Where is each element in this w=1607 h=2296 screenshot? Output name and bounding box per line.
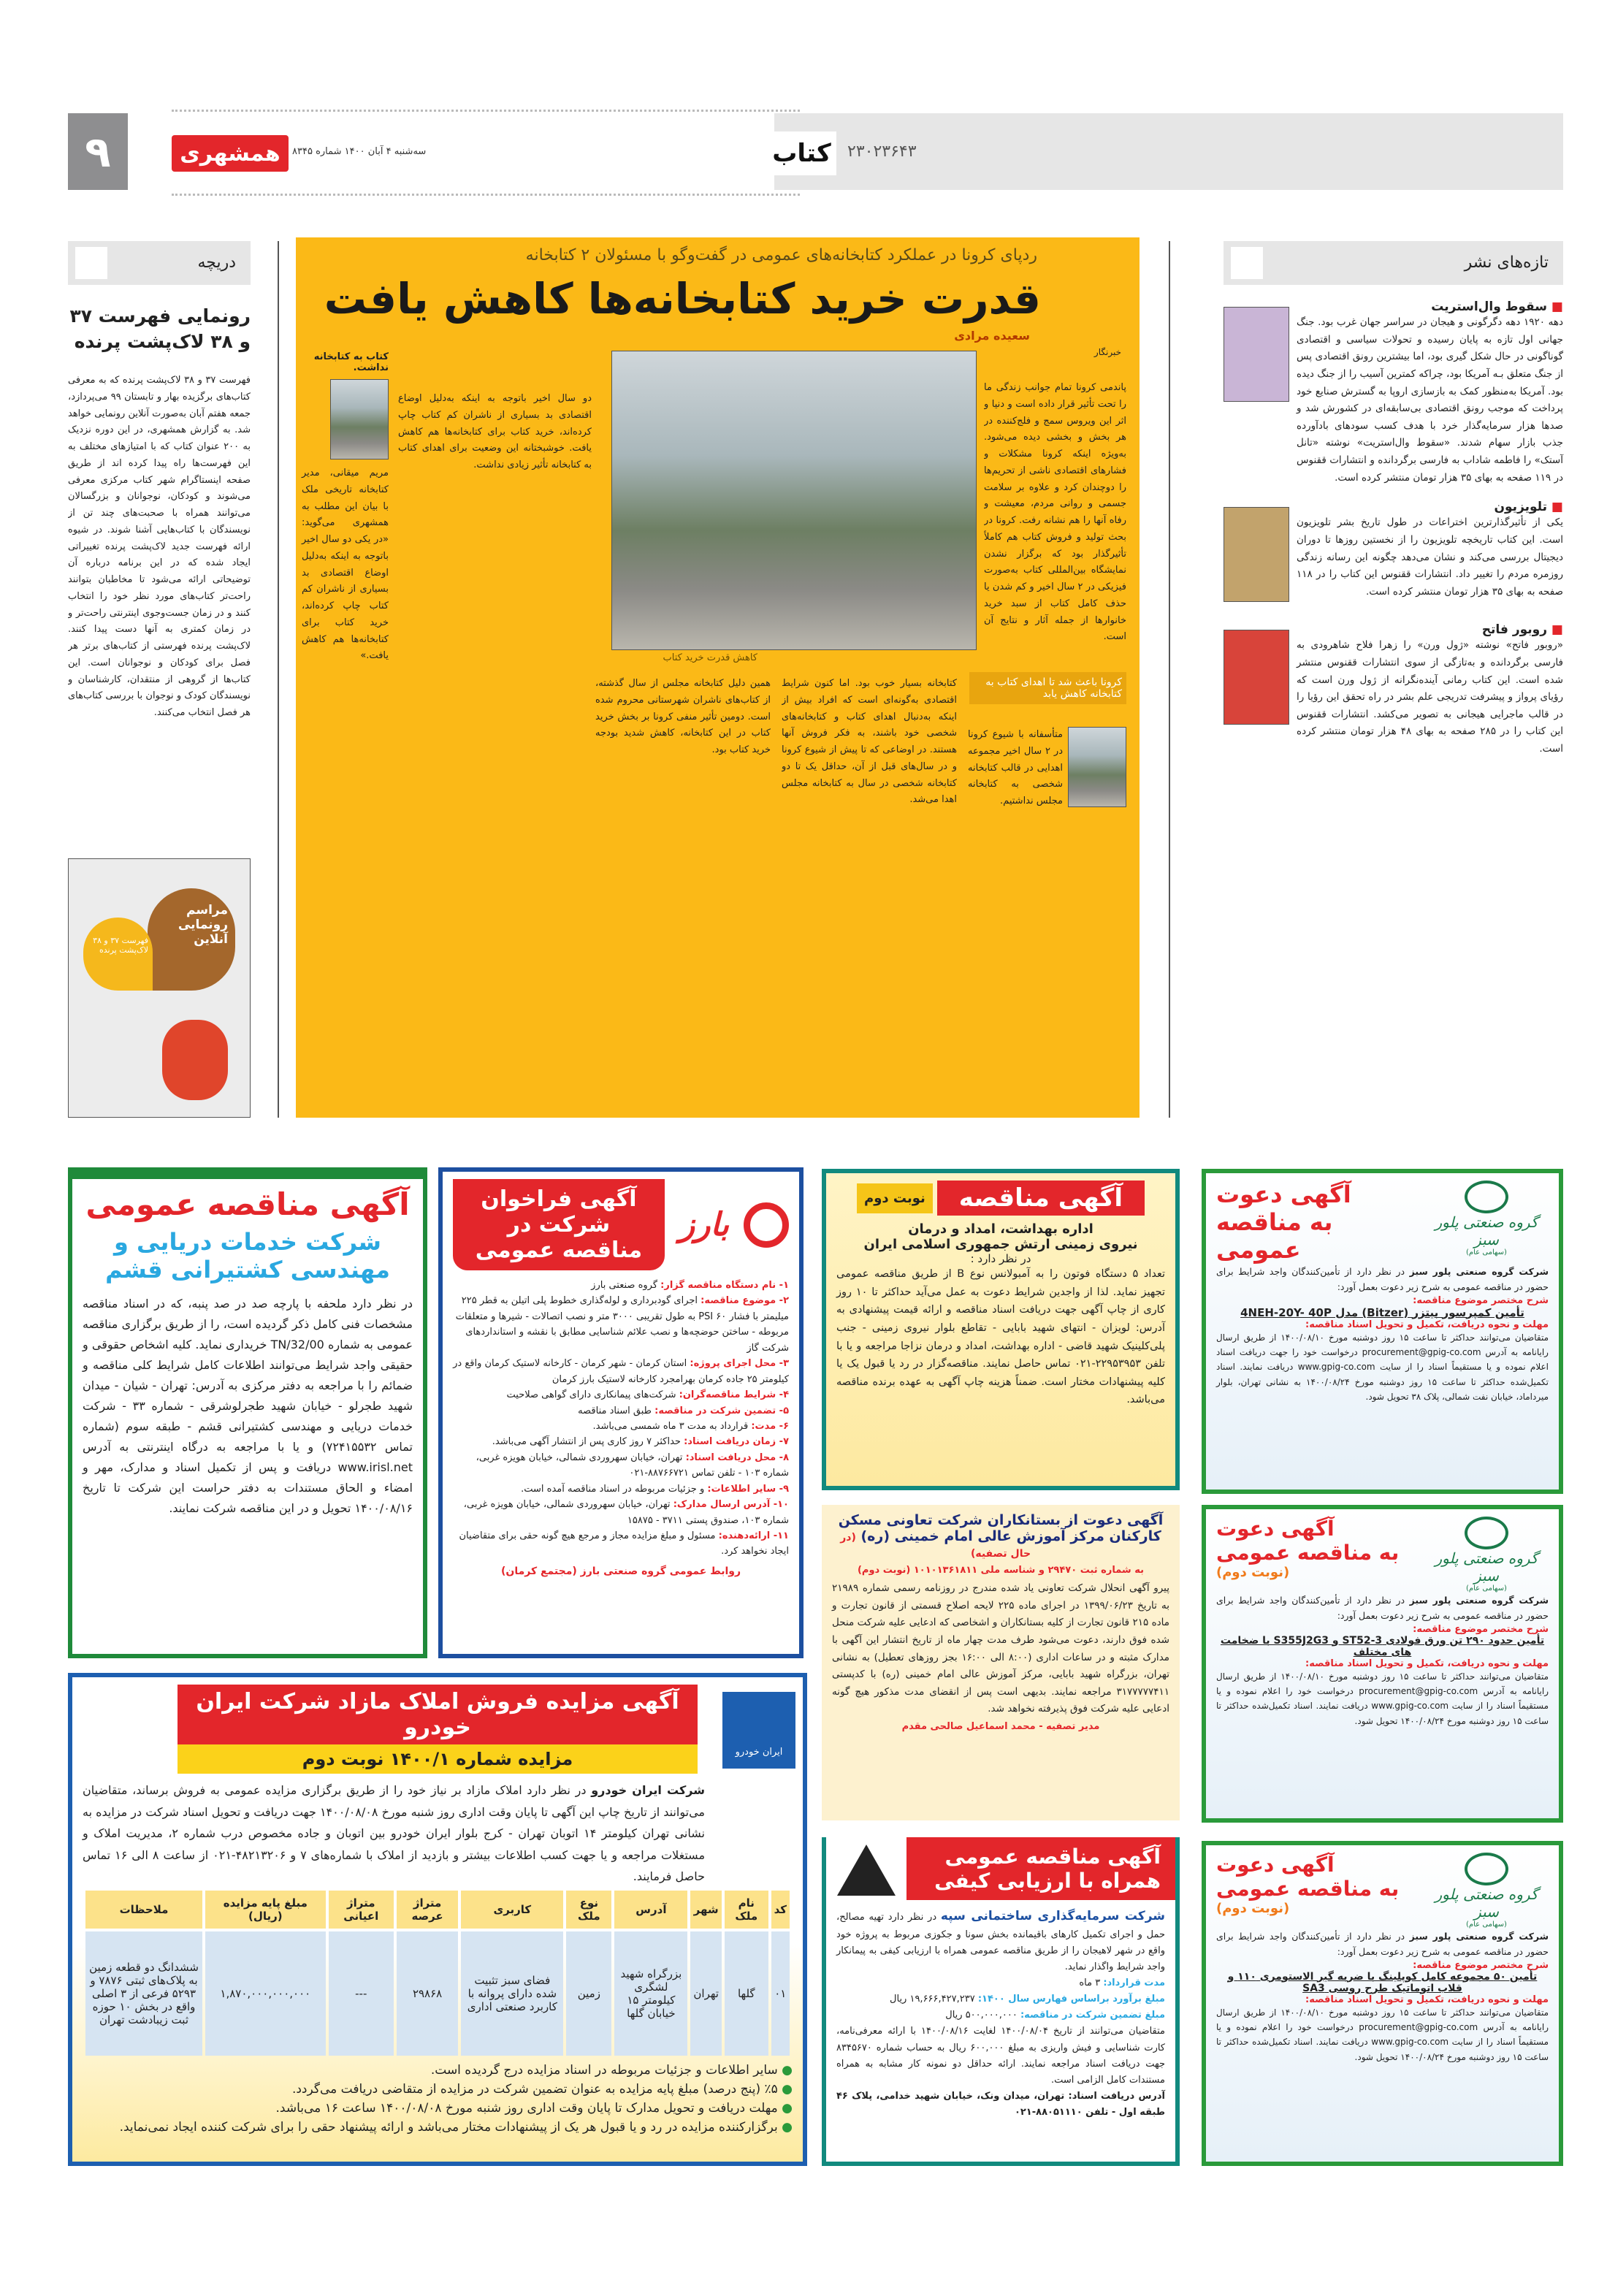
ad-item (453, 1403, 789, 1419)
feature-article (296, 237, 1140, 1118)
item-label: ۵- تضمین شرکت در مناقصه: (654, 1405, 789, 1416)
item-value: حداکثر ۷ روز کاری پس از انتشار آگهی می‌باشد. (492, 1436, 681, 1448)
ad-subtitle: مزایده شماره ۱۴۰۰/۱ نوبت دوم (178, 1744, 698, 1774)
col-header: شهر (690, 1891, 722, 1929)
guarantee-value: ۵۰۰,۰۰۰,۰۰۰ ریال (945, 2010, 1018, 2021)
ad-item (453, 1450, 789, 1481)
polor-logo-icon (1465, 1181, 1508, 1213)
ad-army (822, 1169, 1180, 1490)
duration-row (836, 1975, 1165, 1991)
cell: ۲۹۸۶۸ (397, 1931, 458, 2056)
ad-body: در نظر دارد ملحفه با پارچه صد در صد پنبه، که در اسناد مناقصه مشخصات فنی کامل ذکر گردیده است، را از طریق برگزاری مناقصه عمومی به شماره 00/TN/32 خریداری نماید. کلیه اشخاص حقوقی و حقیقی واجد شرایط می‌توانند اطلاعات کامل شرایط کلی مناقصه و ضمائم را با مراجعه به دفتر مرکزی به آدرس: تهران - شیان - میدان شهید طجرلو - خیابان شهید طجرلوشرقی - شماره ۳۳ - شرکت خدمات دریایی و مهندسی کشتیرانی قشم - طبقه سوم (شماره تماس ۷۲۴۱۵۵۳۲) و یا با مراجعه به درگاه اینترنتی به آدرس www.irisl.net دریافت و پس از تکمیل اسناد و مدارک، مهر و امضاء و الحاق مستندات به دفتر حراست این شرکت تا تاریخ ۱۴۰۰/۰۸/۱۶ تحویل و در این مناقصه شرکت نمایند. (83, 1297, 413, 1515)
col-header: ملاحظات (85, 1891, 202, 1929)
book-title: ■ تلویزیون (1494, 500, 1563, 515)
col-header: متراژ اعیانی (329, 1891, 394, 1929)
item-label: ۸- محل دریافت اسناد: (685, 1452, 789, 1463)
ad-intro (83, 1780, 705, 1888)
ad-title-1: آگهی دعوت (1216, 1517, 1335, 1541)
ad-item (453, 1481, 789, 1497)
ad-title-2 (832, 1528, 1169, 1560)
polor-logo-sub: (سهامی عام) (1466, 1584, 1507, 1593)
article-col3: همین دلیل کتابخانه مجلس از سال گذشته، از کتاب‌های ناشران شهرستانی محروم شده است. دومین تأثیر منفی کرونا بر بخش خرید کتاب در این کتابخانه، کاهش شدید بودجه خرید کتاب بود. (595, 678, 771, 755)
ad-rest: متقاضیان می‌توانند از تاریخ ۱۴۰۰/۰۸/۰۴ لغایت ۱۴۰۰/۰۸/۱۶ با ارائه معرفی‌نامه، کارت شناسایی و فیش واریزی به مبلغ ۶۰۰,۰۰۰ ریال به حساب شماره ۸۳۴۵۶۷۰ جهت دریافت اسناد مراجعه نمایند. ارائه حداقل دو نمونه کار مشابه به همراه مستندات کامل الزامی است. (836, 2026, 1165, 2086)
guarantee-row (836, 2007, 1165, 2024)
ad-body: پیرو آگهی انحلال شرکت تعاونی یاد شده مندرج در روزنامه رسمی شماره ۲۱۹۸۹ به تاریخ ۱۳۹۹/۰۶/۲۳ در اجرای ماده ۲۲۵ لایحه اصلاح قسمتی از قانون تجارت و ماده ۲۱۵ قانون تجارت از کلیه بستانکاران و اشخاصی که ادعایی علیه شرکت منحل شده فوق دارند، دعوت می‌شود طرف مدت چهار ماه از تاریخ انتشار این آگهی با مدارک مثبته و در ساعات اداری (۸:۰۰ الی ۱۶:۰۰ بجز روزهای تعطیل) به نشانی تهران، بزرگراه شهید بابایی، مرکز آموزش عالی امام خمینی (ره) با کدپستی ۳۱۷۷۷۷۷۴۱۱ مراجعه نمایند. بدیهی است پس از انقضای مدت مذکور هیچ گونه ادعایی علیه شرکت فوق پذیرفته نخواهد شد. (832, 1582, 1170, 1715)
item-label: ۱- نام دستگاه مناقصه گزار: (660, 1280, 789, 1291)
ad-polor-2 (1202, 1505, 1563, 1823)
ad-intro (836, 1906, 1165, 1975)
ad-body: متقاضیان می‌توانند حداکثر تا ساعت ۱۵ روز دوشنبه مورخ ۱۴۰۰/۰۸/۱۰ از طریق ارسال رایانامه به آدرس procurement@gpig-co.com درخواست خود را اعلام نموده و یا مستقیماً اسناد را از سایت www.gpig-co.com دریافت نمایند. اسناد تکمیل‌شده حداکثر تا ساعت ۱۵ روز دوشنبه مورخ ۱۴۰۰/۰۸/۲۴ تحویل شود. (1216, 1671, 1549, 1726)
item-value: قرارداد به مدت ۳ ماه شمسی می‌باشد. (592, 1420, 749, 1432)
ad-title: آگهی فراخوان شرکت در مناقصه عمومی (453, 1179, 665, 1270)
barez-logo-icon (744, 1202, 789, 1248)
sidebar-interview (296, 347, 394, 1114)
photo-caption: کاهش قدرت خرید کتاب (663, 652, 757, 663)
book-desc: «روبور فاتح» نوشته «ژول ورن» را زهرا فلاح شاهرودی به فارسی برگردانده و به‌تازگی از سوی انتشارات ققنوس منتشر شده است. این کتاب رمانی آینده‌نگرانه از ژول ورن است که رؤیای پرواز و پیشرفت تدریجی علم بشر در راه تحقق این رؤیا را در قالب ماجرایی هیجانی به تصویر می‌کشد. انتشارات ققنوس این کتاب را در ۲۸۵ صفحه به بهای ۴۸ هزار تومان منتشر کرده است. (1297, 639, 1564, 755)
item-label: ۳- محل اجرای پروژه: (690, 1358, 789, 1370)
item-value: گروه صنعتی بارز (591, 1280, 658, 1291)
registration: به شماره ثبت ۲۹۴۷۰ و شناسه ملی ۱۰۱۰۱۳۶۱۸۱۱ (نوبت دوم) (857, 1565, 1145, 1576)
pull-quote: کرونا باعث شد تا اهدای کتاب به کتابخانه کاهش یابد (969, 672, 1126, 704)
person2-quote: متأسفانه با شیوع کرونا در ۲ سال اخیر مجموعه اهدایی در قالب کتابخانه شخصی به کتابخانه مجلس نداشتیم. (968, 729, 1063, 806)
cell: زمین (566, 1931, 611, 2056)
duration-value: ۳ ماه (1079, 1977, 1101, 1989)
ad-coop (822, 1505, 1180, 1820)
subject-label: شرح مختصر موضوع مناقصه: (1413, 1623, 1549, 1635)
book-title: ■ سقوط وال‌استریت (1431, 300, 1563, 314)
polor-logo-text: گروه صنعتی پلور سبز (1435, 1213, 1538, 1248)
book-cover (1224, 507, 1289, 602)
poster-title: مراسم رونمایی آنلاین (148, 888, 235, 991)
ad-sepah (822, 1837, 1180, 2166)
section-title: کتاب (767, 131, 836, 175)
intro-bold: شرکت گروه صنعتی پلور سبز (1409, 1931, 1549, 1942)
left-body: فهرست ۳۷ و ۳۸ لاک‌پشت پرنده که به معرفی کتاب‌های برگزیده بهار و تابستان ۹۹ می‌پردازد، جمعه هفتم آبان به‌صورت آنلاین رونمایی خواهد شد. به گزارش همشهری، در این دوره نزدیک به ۲۰۰ عنوان کتاب که با امتیازهای مختلف به این فهرست‌ها راه پیدا کرده اند از طریق صفحه اینستاگرام شهر کتاب مرکزی معرفی می‌شوند و کودکان، نوجوانان و بزرگسالان می‌توانند همراه با صحبت‌های چند تن از نویسندگان با کتاب‌هایی آشنا شوند. در شیوه ارائه فهرست جدید لاک‌پشت پرنده تغییراتی ایجاد شده که در این برنامه درباره آن توضیحاتی ارائه می‌شود تا مخاطبان بتوانند راحت‌تر کتاب‌های مورد نظر خود را انتخاب کنند و در زمان جست‌وجوی اینترنتی راحت‌تر و در زمان کمتری به آنها دست پیدا کنند. لاک‌پشت پرنده فهرستی از کتاب‌های برتر هر فصل برای کودکان و نوجوانان است. این کتاب‌ها از گروهی از منتقدان، کارشناسان و نویسندگان کودک و نوجوان با بررسی کتاب‌های هر فصل انتخاب می‌کنند. (68, 375, 251, 718)
polor-logo (1424, 1517, 1549, 1593)
ad-body: متقاضیان می‌توانند حداکثر تا ساعت ۱۵ روز دوشنبه مورخ ۱۴۰۰/۰۸/۱۰ از طریق ارسال رایانامه به آدرس procurement@gpig-co.com درخواست خود را اعلام نموده و یا مستقیماً اسناد را از سایت www.gpig-co.com دریافت نمایند. اسناد تکمیل‌شده حداکثر تا ساعت ۱۵ روز دوشنبه مورخ ۱۴۰۰/۰۸/۲۴ تحویل شود. (1216, 2007, 1549, 2062)
column-title: دریچه (197, 253, 236, 272)
cell: --- (329, 1931, 394, 2056)
byline: سعیده مرادی (954, 329, 1030, 343)
ad-barez (438, 1167, 804, 1658)
event-poster (68, 858, 251, 1118)
round-badge: نوبت دوم (857, 1183, 933, 1213)
item-value: اجرای گودبرداری و لوله‌گذاری خطوط پلی اتیلن به قطر ۲۲۵ میلیمتر با فشار PSI ۶۰ به طول تقریبی ۳۰۰۰ متر و نصب اتصالات - شیرها و متعلقات مربوطه - ساختن حوضچه‌ها و نصب علائم شناسایی مطابق با نقشه و استانداردهای شرکت گاز (455, 1295, 789, 1354)
section-phone: ۲۳۰۲۳۶۴۳ (847, 142, 917, 161)
newspaper-logo: همشهری (172, 135, 289, 172)
note: ● سایر اطلاعات و جزئیات مربوطه در اسناد مزایده درج گردیده است. (83, 2063, 793, 2078)
library-photo (611, 351, 977, 650)
item-value: و جزئیات مربوطه در اسناد مناقصه آمده است. (521, 1483, 705, 1495)
item-value: تهران، خیابان سهروردی شمالی، خیابان هویزه غربی، شماره ۱۰۳ - تلفن تماس ۸۸۷۶۶۷۲۱-۰۲۱ (476, 1452, 789, 1479)
cell: تهران (690, 1931, 722, 2056)
column-divider (1169, 241, 1170, 1118)
ad-title-1: آگهی دعوت (1216, 1853, 1335, 1877)
deadline-label: مهلت و نحوه دریافت، تکمیل و تحویل اسناد مناقصه: (1305, 1319, 1549, 1330)
column-divider (278, 241, 279, 1118)
ad-item (453, 1278, 789, 1293)
guarantee-label: مبلغ تضمین شرکت در مناقصه: (1020, 2010, 1165, 2021)
col-header: کد (771, 1891, 790, 1929)
ad-item (453, 1293, 789, 1356)
article-col2: کتابخانه بسیار خوب بود. اما کنون شرایط اقتصادی به‌گونه‌ای است که افراد بیش از اینکه به‌دنبال اهدای کتاب و کتابخانه‌های شخصی خود باشند، به فکر فروش آنها هستند. در اوضاعی که تا پیش از شیوع کرونا و در سال‌های قبل از آن، حداقل یک تا دو کتابخانه شخصی در سال به کتابخانه مجلس اهدا می‌شد. (782, 678, 957, 806)
book-cover (1224, 307, 1289, 402)
column-title: تازه‌های نشر (1464, 253, 1549, 272)
column-header-new-books (1224, 241, 1563, 285)
col-header: نام ملک (725, 1891, 768, 1929)
ad-intro: در نظر دارد از تأمین‌کنندگان واجد شرایط برای حضور در مناقصه عمومی به شرح زیر دعوت بعمل آورد: (1216, 1931, 1549, 1958)
article-col4: دو سال اخیر باتوجه به اینکه به‌دلیل اوضاع اقتصادی بد بسیاری از ناشران کم کتاب چاپ کرده‌اند، خرید کتاب برای کتابخانه‌ها هم کاهش یافت. خوشبختانه این وضعیت برای اهدای کتاب به کتابخانه تأثیر زیادی نداشت. (398, 393, 592, 470)
ad-title-2: به مناقصه عمومی (1216, 1208, 1333, 1264)
item-label: ۷- زمان دریافت اسناد: (684, 1436, 789, 1448)
cell: گلها (725, 1931, 768, 2056)
portrait-photo (330, 379, 389, 459)
ad-item (453, 1528, 789, 1560)
deadline-label: مهلت و نحوه دریافت، تکمیل و تحویل اسناد مناقصه: (1305, 1994, 1549, 2005)
irankhodro-logo: ایران خودرو (722, 1692, 795, 1769)
article-kicker: ردپای کرونا در عملکرد کتابخانه‌های عمومی در گفت‌وگو با مسئولان ۲ کتابخانه (525, 246, 1037, 264)
subject: تأمین کمپرسور بیتزر (Bitzer) مدل 4NEH-20Y- 40P (1240, 1305, 1524, 1319)
round-label: (نوبت دوم) (1216, 1901, 1290, 1916)
polor-logo-sub: (سهامی عام) (1466, 1921, 1507, 1929)
book-title-text: روبور فاتح (1481, 622, 1548, 638)
ad-title: آگهی مزایده فروش املاک مازاد شرکت ایران خودرو (178, 1685, 698, 1744)
col-header: متراژ عرصه (397, 1891, 458, 1929)
header-rule-top (172, 110, 800, 112)
status-text: (در حال تصفیه) (840, 1532, 1031, 1560)
company-name: شرکت سرمایه‌گذاری ساختمانی سپه (940, 1909, 1165, 1923)
col-header: مبلغ پایه مزایده (ریال) (205, 1891, 326, 1929)
round-label: (نوبت دوم) (1216, 1565, 1290, 1580)
book-desc: یکی از تأثیرگذارترین اختراعات در طول تاریخ بشر تلویزیون است. این کتاب تاریخچه تلویزیون را از نخستین روزها تا دوران دیجیتال بررسی می‌کند و نشان می‌دهد چگونه این رسانه زندگی روزمره مردم را تغییر داد. انتشارات ققنوس این کتاب را در ۱۱۸ صفحه به بهای ۳۵ هزار تومان منتشر کرده است. (1297, 516, 1563, 598)
estimate-label: مبلغ برآورد براساس فهارس سال ۱۴۰۰: (977, 1994, 1165, 2005)
cell: فضای سبز تثبیت شده دارای پروانه با کاربرد صنعتی اداری (461, 1931, 563, 2056)
book-title-text: تلویزیون (1494, 500, 1548, 515)
polor-logo-icon (1465, 1517, 1508, 1549)
ad-intro: در نظر دارد : (970, 1252, 1031, 1265)
polor-logo-sub: (سهامی عام) (1466, 1248, 1507, 1256)
ad-item (453, 1419, 789, 1434)
ad-title-1: آگهی دعوت (1216, 1181, 1351, 1208)
book-item (1224, 622, 1563, 758)
page-number: ۹ (68, 113, 128, 190)
signature: مدیر تصفیه - محمد اسماعیل صالحی مقدم (901, 1721, 1100, 1732)
note: ● برگزارکننده مزایده در رد و یا قبول هر یک از پیشنهادات مختار می‌باشد و ارائه پیشنهاد حقی را برای شرکت کننده ایجاد نمی‌نماید. (83, 2120, 793, 2135)
cell: ششدانگ دو قطعه زمین به پلاک‌های ثبتی ۷۸۷۶ و ۵۲۹۳ فرعی از ۳ اصلی واقع در بخش ۱۰ حوزه ثبت زیبادشت تهران (85, 1931, 202, 2056)
item-value: مسئول و مبلغ مزایده مجاز و مرجع هیچ گونه حقی برای متقاضیان ایجاد نخواهد کرد. (459, 1530, 789, 1557)
polor-logo (1424, 1853, 1549, 1929)
polor-logo (1424, 1181, 1549, 1264)
item-label: ۹- سایر اطلاعات: (707, 1483, 789, 1495)
ad-body: تعداد ۵ دستگاه فوتون را به آمبولانس نوع B از طریق مناقصه عمومی تجهیز نماید. لذا از واجدین شرایط دعوت به عمل می‌آید حداکثر تا ۱۰ روز کاری از چاپ آگهی جهت دریافت اسناد مناقصه و ارائه قیمت پیشنهادی به آدرس: لویزان - انتهای شهید بابایی - تقاطع بلوار نیروی زمینی - جنب پلی‌کلینیک شهید قاضی - اداره بهداشت، امداد و درمان نزاجا مراجعه و یا با تلفن ۲۲۹۵۳۹۵۳-۰۲۱ تماس حاصل نمایند. مناقصه‌گزار در رد یا قبول یک یا کلیه پیشنهادات مختار است. ضمناً هزینه چاپ آگهی به عهده برنده مناقصه می‌باشد. (836, 1268, 1165, 1406)
polor-logo-icon (1465, 1853, 1508, 1885)
book-item (1224, 300, 1563, 487)
item-value: شرکت‌های پیمانکاری دارای گواهی صلاحیت (506, 1389, 676, 1401)
estimate-row (836, 1991, 1165, 2007)
item-label: ۶- مدت: (751, 1420, 789, 1432)
intro-bold: شرکت گروه صنعتی پلور سبز (1409, 1595, 1549, 1606)
auction-table (83, 1888, 793, 2059)
ad-address: آدرس دریافت اسناد: تهران، میدان ونک، خیابان شهید خدامی، پلاک ۴۶ طبقه اول - تلفن ۸۸۰۵۱۱۱۰-۰۲۱ (836, 2090, 1165, 2118)
item-label: ۱۱- ارائه‌دهنده: (718, 1530, 789, 1541)
issue-info: سه‌شنبه ۴ آبان ۱۴۰۰ شماره ۸۳۴۵ (292, 146, 427, 157)
barez-logo: بارز (679, 1206, 729, 1243)
org-line-1: اداره بهداشت، امداد و درمان (908, 1221, 1093, 1237)
ad-body: در نظر دارد تهیه مصالح، حمل و اجرای تکمیل کارهای باقیمانده بخش سونا و جکوزی مربوط به پروژه خود واقع در شهر لاهیجان را از طریق مناقصه عمومی همراه با ارزیابی کیفی به پیمانکار واجد شرایط واگذار نماید. (836, 1912, 1165, 1973)
ad-intro: در نظر دارد از تأمین‌کنندگان واجد شرایط برای حضور در مناقصه عمومی به شرح زیر دعوت بعمل آورد: (1216, 1266, 1549, 1293)
col-header: نوع ملک (566, 1891, 611, 1929)
header-square-icon (75, 247, 107, 279)
column-header-dariche (68, 241, 251, 285)
intro-bold: شرکت ایران خودرو (591, 1783, 705, 1797)
ad-title: آگهی مناقصه عمومی (85, 1186, 410, 1222)
book-item (1224, 500, 1563, 609)
intro-text: در نظر دارد املاک مازاد بر نیاز خود را از طریق برگزاری مزایده عمومی به فروش برساند، متقاضیان می‌توانند از تاریخ چاپ این آگهی تا پایان وقت اداری روز شنبه مورخ ۱۴۰۰/۰۸/۰۸ جهت دریافت و تحویل اسناد شرکت در مزایده به نشانی تهران کیلومتر ۱۴ اتوبان تهران - کرج بلوار ایران خودرو بین اتوبان و جاده مخصوص درب شماره ۲، مدیریت املاک و مستغلات مراجعه و یا جهت کسب اطلاعات بیشتر و بازدید از املاک با شماره‌های ۷ و ۴۸۲۱۳۲۰۶-۰۲۱ از ساعت ۸ الی ۱۶ تماس حاصل فرمایند. (83, 1783, 706, 1884)
book-title-text: سقوط وال‌استریت (1431, 300, 1548, 314)
ad-title: آگهی مناقصه عمومی همراه با ارزیابی کیفی (906, 1837, 1175, 1900)
byline-role: خبرنگار (1093, 347, 1121, 357)
ad-item (453, 1356, 789, 1387)
ad-title-2: به مناقصه عمومی (1216, 1877, 1400, 1901)
new-books-list (1224, 300, 1563, 771)
cell: بزرگراه شهید لشگری کیلومتر ۱۵ خیابان گلها (614, 1931, 687, 2056)
col-header: آدرس (614, 1891, 687, 1929)
item-label: ۱۰- آدرس ارسال مدارک: (673, 1499, 789, 1511)
sepah-logo-icon (837, 1845, 896, 1896)
estimate-value: ۱۹,۶۶۶,۴۲۷,۲۳۷ ریال (890, 1994, 975, 2005)
polor-logo-text: گروه صنعتی پلور سبز (1435, 1549, 1538, 1584)
duration-label: مدت قرارداد: (1103, 1977, 1165, 1989)
ad-qeshm (68, 1167, 427, 1658)
subject-label: شرح مختصر موضوع مناقصه: (1413, 1959, 1549, 1971)
note: ● ٪۵ (پنج درصد) مبلغ پایه مزایده به عنوان تضمین شرکت در مزایده از متقاضی دریافت می‌گردد. (83, 2082, 793, 2097)
article-headline: قدرت خرید کتابخانه‌ها کاهش یافت (324, 274, 1041, 324)
ad-body: متقاضیان می‌توانند حداکثر تا ساعت ۱۵ روز دوشنبه مورخ ۱۴۰۰/۰۸/۱۰ از طریق ارسال رایانامه به آدرس procurement@gpig-co.com درخواست خود را جهت دریافت اسناد اعلام نموده و یا مستقیماً اسناد را از سایت www.gpig-co.com دریافت نمایند. اسناد تکمیل‌شده حداکثر تا ساعت ۱۵ روز دوشنبه مورخ ۱۴۰۰/۰۸/۲۴ به نشانی تهران، بلوار میرداماد، خیابان نفت شمالی، پلاک ۳۸ تحویل شود. (1216, 1332, 1549, 1403)
polor-logo-text: گروه صنعتی پلور سبز (1435, 1885, 1538, 1921)
item-label: ۲- موضوع مناقصه: (701, 1295, 789, 1307)
sidebar-top: کتاب به کتابخانه نداشت. (313, 351, 389, 373)
deadline-label: مهلت و نحوه دریافت، تکمیل و تحویل اسناد مناقصه: (1305, 1658, 1549, 1669)
item-label: ۴- شرایط مناقصه‌گران: (679, 1389, 789, 1401)
table-row (85, 1931, 790, 2056)
book-cover (1224, 630, 1289, 725)
ad-footer: روابط عمومی گروه صنعتی بارز (مجتمع کرمان) (500, 1565, 741, 1577)
ad-polor-3 (1202, 1841, 1563, 2166)
poster-subtitle: فهرست ۳۷ و ۳۸ لاک‌پشت پرنده (83, 918, 153, 991)
ad-company: شرکت خدمات دریایی و مهندسی کشتیرانی قشم (105, 1228, 390, 1284)
cell: ۱,۸۷۰,۰۰۰,۰۰۰,۰۰۰ (205, 1931, 326, 2056)
header-square-icon (1231, 247, 1263, 279)
turtle-illustration (162, 1020, 228, 1100)
item-value: استان کرمان - شهر کرمان - کارخانه لاستیک کرمان واقع در کیلومتر ۲۵ جاده کرمان بهرامجرد کارخانه لاستیک بارز کرمان (453, 1358, 789, 1385)
book-desc: دهه ۱۹۲۰ دهه دگرگونی و هیجان در سراسر جهان غرب بود. جنگ جهانی اول تازه به پایان رسیده و تحولات سیاسی و اقتصادی گوناگونی در حال شکل گیری بود، اما بیشترین رونق اقتصادی پس از جنگ متعلق بـه آمریکا بود، چراکه کمترین آسیب را از جنگ دیده بود. آمریکا به‌منظور کمک به بازسازی اروپا به گسترش صنایع خود پرداخت که موجب رونق اقتصادی بی‌سابقه‌ای در کشورش شد و صدها هزار سرمایه‌گذار خرد با هدف کسب سودهای بادآورده جذب بازار سهام شدند. «سقوط وال‌استریت» نوشته «تانل آستک» را فاطمه شاداب به فارسی برگردانده و انتشارات ققنوس در ۱۱۹ صفحه به بهای ۳۵ هزار تومان منتشر کرده است. (1297, 316, 1563, 484)
col-header: کاربری (461, 1891, 563, 1929)
ad-polor-1 (1202, 1169, 1563, 1494)
left-headline: رونمایی فهرست ۳۷ و ۳۸ لاک‌پشت پرنده (69, 305, 251, 352)
note: ● مهلت دریافت و تحویل مدارک تا پایان وقت اداری روز شنبه مورخ ۱۴۰۰/۰۸/۰۸ ساعت ۱۶ می‌باشد. (83, 2101, 793, 2116)
ad-item (453, 1434, 789, 1449)
article-col1: پاندمی کرونا تمام جوانب زندگی ما را تحت تأثیر قرار داده است و دنیا و اثر این ویروس سمج و فلج‌کننده در هر بخش و بخشی دیده می‌شود. به‌ویژه اینکه کرونا مشکلات و فشارهای اقتصادی ناشی از تحریم‌ها را دوچندان کرد و علاوه بر سلامت جسمی و روانی مردم، معیشت و رفاه آنها را هم نشانه رفت. کرونا در بحث تولید و فروش کتاب هم کاملاً تأثیرگذار بود که برگزار نشدن نمایشگاه بین‌المللی کتاب به‌صورت فیزیکی در ۲ سال اخیر و کم شدن یا حذف کامل کتاب از سبد خرید خانوارها از جمله آثار و نتایج آن است. (984, 382, 1126, 643)
item-value: طبق اسناد مناقصه (578, 1405, 652, 1416)
item-value: تهران، خیابان سهروردی شمالی، خیابان هویزه غربی، شماره ۱۰۳، صندوق پستی ۳۷۱۱ - ۱۵۸۷۵ (463, 1499, 789, 1526)
ad-irankhodro (68, 1673, 807, 2166)
intro-bold: شرکت گروه صنعتی پلور سبز (1409, 1266, 1549, 1277)
book-title: ■ روبور فاتح (1481, 622, 1563, 638)
portrait-photo-2 (1068, 727, 1126, 807)
ad-title: آگهی مناقصه (937, 1181, 1145, 1216)
subject: تأمین ۵۰ مجموعه کامل کوپلینگ با ضربه گیر الاستومری ۱۱۰ و قلاب اتوماتیک طرح روسی SA3 (1227, 1970, 1538, 1994)
ad-intro: در نظر دارد از تأمین‌کنندگان واجد شرایط برای حضور در مناقصه عمومی به شرح زیر دعوت بعمل آورد: (1216, 1595, 1549, 1622)
ad-title-1: آگهی دعوت از بستانکاران شرکت تعاونی مسکن (838, 1512, 1164, 1528)
header-rule-bottom (172, 194, 800, 196)
org-line-2: نیروی زمینی ارتش جمهوری اسلامی ایران (863, 1237, 1138, 1252)
ad-item (453, 1387, 789, 1403)
ad-items (453, 1278, 789, 1560)
subject: تأمین حدود ۲۹۰ تن ورق فولادی ST52-3 و S355J2G3 با ضخامت های مختلف (1220, 1634, 1545, 1658)
cell: ۰۱ (771, 1931, 790, 2056)
ad-title-2: به مناقصه عمومی (1216, 1541, 1400, 1565)
subject-label: شرح مختصر موضوع مناقصه: (1413, 1294, 1549, 1306)
ad-title-2-text: کارکنان مرکز آموزش عالی امام خمینی (ره) (860, 1528, 1161, 1544)
sidebar-text: مریم میقانی، مدیر کتابخانه تاریخی ملک با بیان این مطلب به همشهری می‌گوید: «در یکی دو سال اخیر باتوجه به اینکه به‌دلیل اوضاع اقتصادی بد بسیاری از ناشران کم کتاب چاپ کرده‌اند، خرید کتاب برای کتابخانه‌ها هم کاهش یافت.» (302, 468, 389, 662)
ad-item (453, 1497, 789, 1528)
